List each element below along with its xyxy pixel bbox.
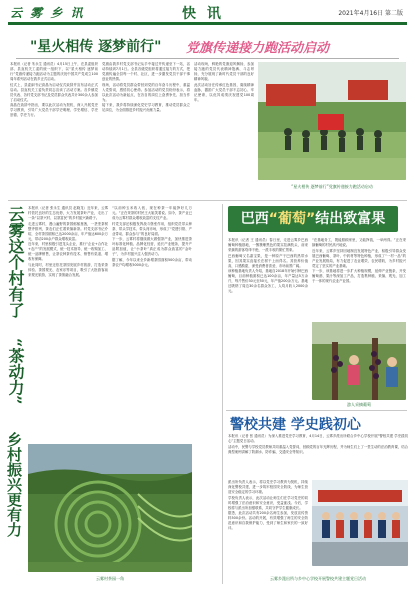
paragraph: 巴西葡萄又名嘉宝果，是一种原产于巴西的热带水果，因其果实直接长在树干上而得名。其营养价值高，口感酸甜，深受消费者喜爱，市场前景广阔。 bbox=[228, 253, 308, 268]
tea-garden-image bbox=[28, 444, 192, 572]
grape-photo-caption: 游人采摘葡萄 bbox=[347, 402, 371, 407]
paragraph: 本报讯（记者 张永生 通讯员 赵晓龙）近年来，云雾村依托良好的生态优势，大力发展茶叶产业，走出了一条“以茶兴村、以茶富民”的乡村振兴新路子。 bbox=[28, 206, 108, 220]
banner-text-quote: “葡萄” bbox=[268, 211, 316, 227]
relay-photo-caption: “星火相传 逐梦前行”党旗传递接力跑活动启动 bbox=[291, 184, 373, 189]
paragraph: 下一步，云雾村将继续做大做强茶产业，加快推进茶叶标准化种植、品牌化经营，延长产业链条，提升产品附加值，让“小茶叶”真正成为群众致富的“金叶子”，为乡村振兴注入强劲动力。 bbox=[112, 237, 192, 256]
tea-garden-photo bbox=[28, 444, 192, 572]
paragraph: 本报讯（记者 朱永生 通讯员）4月15日上午，在县委组织部、县直机关工委的统一组织下，以“星火相传 逐梦前行”党旗传递接力跑活动为主题的庆祝中国共产党成立100周年系列活动在我乡正式启动。 bbox=[10, 62, 98, 81]
paragraph: 近年来，云雾乡坚持因地制宜发展特色产业，积极引导群众发展巴西葡萄、茶叶、中药材等特色种植，形成了“一村一品”的产业发展格局，有力促进了农业增效、农民增收，为乡村振兴奠定了坚实的产业基础。 bbox=[312, 248, 406, 268]
paragraph: 仪式上，县委副书记高晶为启动仪式致辞并宣布活动正式启动。县直机关工委负责同志宣读了活动方案。各乡镇党员代表、各村党支部书记及党员群众代表共计300余人参加了启动仪式。 bbox=[10, 82, 98, 102]
paragraph: 活动现场，鲜艳的党旗迎风飘扬，参加接力跑的党员代表精神饱满、斗志昂扬，充分展现了新时代党员干部的良好精神风貌。 bbox=[194, 62, 254, 81]
paragraph: 下一步，该基地将进一步扩大种植规模，延伸产业链条，开发葡萄酒、果汁等深加工产品，打造集种植、采摘、观光、加工于一体的现代农业产业园。 bbox=[312, 269, 406, 283]
police-headline: 警校共建 学史践初心 bbox=[230, 417, 361, 433]
paragraph: 近年来，村里积极引进龙头企业，推行“企业+合作社+农户”的发展模式，统一技术指导、统一收购加工、统一品牌销售，让茶农种茶有技术、销售有渠道、增收有保障。 bbox=[28, 242, 108, 261]
paragraph: 走进云雾村，漫山遍野的茶园郁郁葱葱，一垄垄茶树整齐排列，茶农们正忙着采摘新茶。村党支部书记介绍，全村茶园面积已达2000余亩，年产值达600余万元，带动200余户群众增收致富。 bbox=[28, 221, 108, 241]
paragraph: “以前种玉米收入低，现在种茶一年能挣好几万元。”正在采茶的村民王大姐笑着说。如今，茶产业已成为云雾村群众增收致富的支柱产业。 bbox=[112, 206, 192, 220]
paragraph: 高晶在致辞中指出，要以此次活动为契机，深入开展党史学习教育，引导广大党员干部学史明理、学史增信、学史崇德、学史力行。 bbox=[10, 103, 98, 117]
headline-relay bbox=[0, 36, 415, 58]
grape-photo-image bbox=[312, 322, 406, 400]
section-title: 快 讯 bbox=[182, 6, 224, 22]
paragraph: 据悉，此次活动共有200余名师生参加，发放宣传资料500余份。活动的开展，有效增强了师生的安全防范意识和自我保护能力，受到了师生和家长的一致好评。 bbox=[228, 511, 308, 530]
grape-photo bbox=[312, 322, 406, 400]
feature-headline-b: “茶动力” bbox=[6, 338, 25, 405]
grape-headline-banner bbox=[228, 206, 398, 232]
paragraph: 学校负责人表示，此次活动让师生们在学习党史的同时增强了法治意识和安全意识，受益匪浅。今后，学校将与派出所加强联系，共同守护学生健康成长。 bbox=[228, 495, 308, 510]
masthead bbox=[0, 0, 415, 30]
story1-col2 bbox=[102, 62, 190, 200]
paragraph: 与此同时，村里还依托茶园发展乡村旅游，打造采茶体验、茶园观光、农家乐等项目，吸引了大批游客前来观光旅游，实现了茶旅融合发展。 bbox=[28, 262, 108, 277]
feature-headline-c: 乡村振兴更有力 bbox=[5, 432, 23, 537]
police-photo-caption: 云雾乡派出所与乡中心学校开展警校共建主题党日活动 bbox=[270, 576, 366, 581]
paragraph: 村党支部还积极发挥战斗堡垒作用，组织党员带头种茶、带头学技术、带头闯市场，形成了“党建引领、产业带动、群众参与”的良好局面。 bbox=[112, 221, 192, 236]
paragraph: 此次活动旨在传承红色基因，赓续精神血脉，激励广大党员干部不忘初心、牢记使命，以优异成绩庆祝建党100周年。 bbox=[194, 82, 254, 102]
column-divider bbox=[222, 204, 223, 584]
grape-col2 bbox=[312, 238, 406, 318]
paragraph: 本报讯（记者 张 通讯员）为深入推进党史学习教育，4月14日，云雾乡派出所联合乡中心学校开展“警校共建 学史践初心”主题党日活动。 bbox=[228, 434, 408, 443]
paragraph: 本报讯（记者 王 通讯员）春日里，走进云雾乡巴西葡萄种植基地，一簇簇紫黑色的果实挂满枝头，前来采摘的游客络绎不绝，一派丰收的繁忙景象。 bbox=[228, 238, 308, 252]
police-photo bbox=[312, 480, 408, 566]
story1-col3 bbox=[194, 62, 254, 120]
headline-kicker: "星火相传 逐梦前行" bbox=[30, 39, 162, 55]
police-col-bottom bbox=[228, 480, 308, 572]
section-divider bbox=[226, 410, 407, 411]
police-col-top bbox=[228, 434, 408, 478]
paper-name: 云 雾 乡 讯 bbox=[10, 6, 85, 20]
relay-photo bbox=[258, 62, 406, 180]
feature-headline-a: 云雾这个村有了 bbox=[6, 206, 25, 318]
paragraph: 据了解，今年以来全乡新增茶园面积500余亩，带动茶农户均增收5000余元。 bbox=[112, 257, 192, 267]
tea-garden-caption: 云雾村茶园一角 bbox=[96, 576, 124, 581]
banner-text-pre: 巴西 bbox=[240, 211, 269, 227]
grape-col1 bbox=[228, 238, 308, 408]
paragraph: 派出所负责人表示，将以党史学习教育为契机，持续深化警校共建，进一步筑牢校园安全防线，为师生营造安全稳定的学习环境。 bbox=[228, 480, 308, 494]
story1-col1 bbox=[10, 62, 98, 200]
paragraph: 现场，活动将党员群众带回到党的百年奋斗历程中，重温入党誓词，感悟初心使命。参加活动的党员纷纷表示，将以此次活动为新起点，在各自的岗位上奋勇争先、担当作为。 bbox=[102, 82, 190, 102]
relay-photo-image bbox=[258, 62, 406, 180]
headline-main: 党旗传递接力跑活动启动 bbox=[186, 41, 330, 56]
masthead-rule bbox=[8, 22, 407, 25]
issue-date: 2021年4月16日 第二版 bbox=[338, 10, 403, 17]
headline-rule bbox=[16, 58, 399, 59]
police-photo-image bbox=[312, 480, 408, 566]
paragraph: 活动中，民警与学校党员教师共同重温入党誓词，回顾党的百年光辉历程，并为师生们上了一堂生动的法治教育课，结合典型案例讲解了防溺水、防诈骗、交通安全等知识。 bbox=[228, 444, 408, 454]
section-divider bbox=[8, 200, 407, 201]
paragraph: 党旗由我乡村党支部书记从手中接过并传递至下一站，活动持续到7月1日。全县各级党组织将通过接力的方式，把党旗传遍全县每一个村、社区，进一步激发党员干部干事创业的热情。 bbox=[102, 62, 190, 81]
paragraph: “在基地务工，既能照顾家里，又能挣钱，一举两得。”正在采摘葡萄的村民高兴地说。 bbox=[312, 238, 406, 247]
paragraph: 接下来，我乡将持续深化党史学习教育，推动党员群众立足岗位，为全面推进乡村振兴贡献力量。 bbox=[102, 103, 190, 112]
paragraph: 该种植基地负责人介绍，基地自2018年开始引种巴西葡萄，目前种植面积已达100余亩，年产量达5万余斤，每斤售价30元至50元，年产值200余万元。基地还吸纳了周边30余名群众务工，人均月收入2000余元。 bbox=[228, 269, 308, 293]
banner-text-post: 结出致富果 bbox=[315, 211, 386, 227]
feature-col2 bbox=[112, 206, 192, 438]
feature-col1 bbox=[28, 206, 108, 438]
